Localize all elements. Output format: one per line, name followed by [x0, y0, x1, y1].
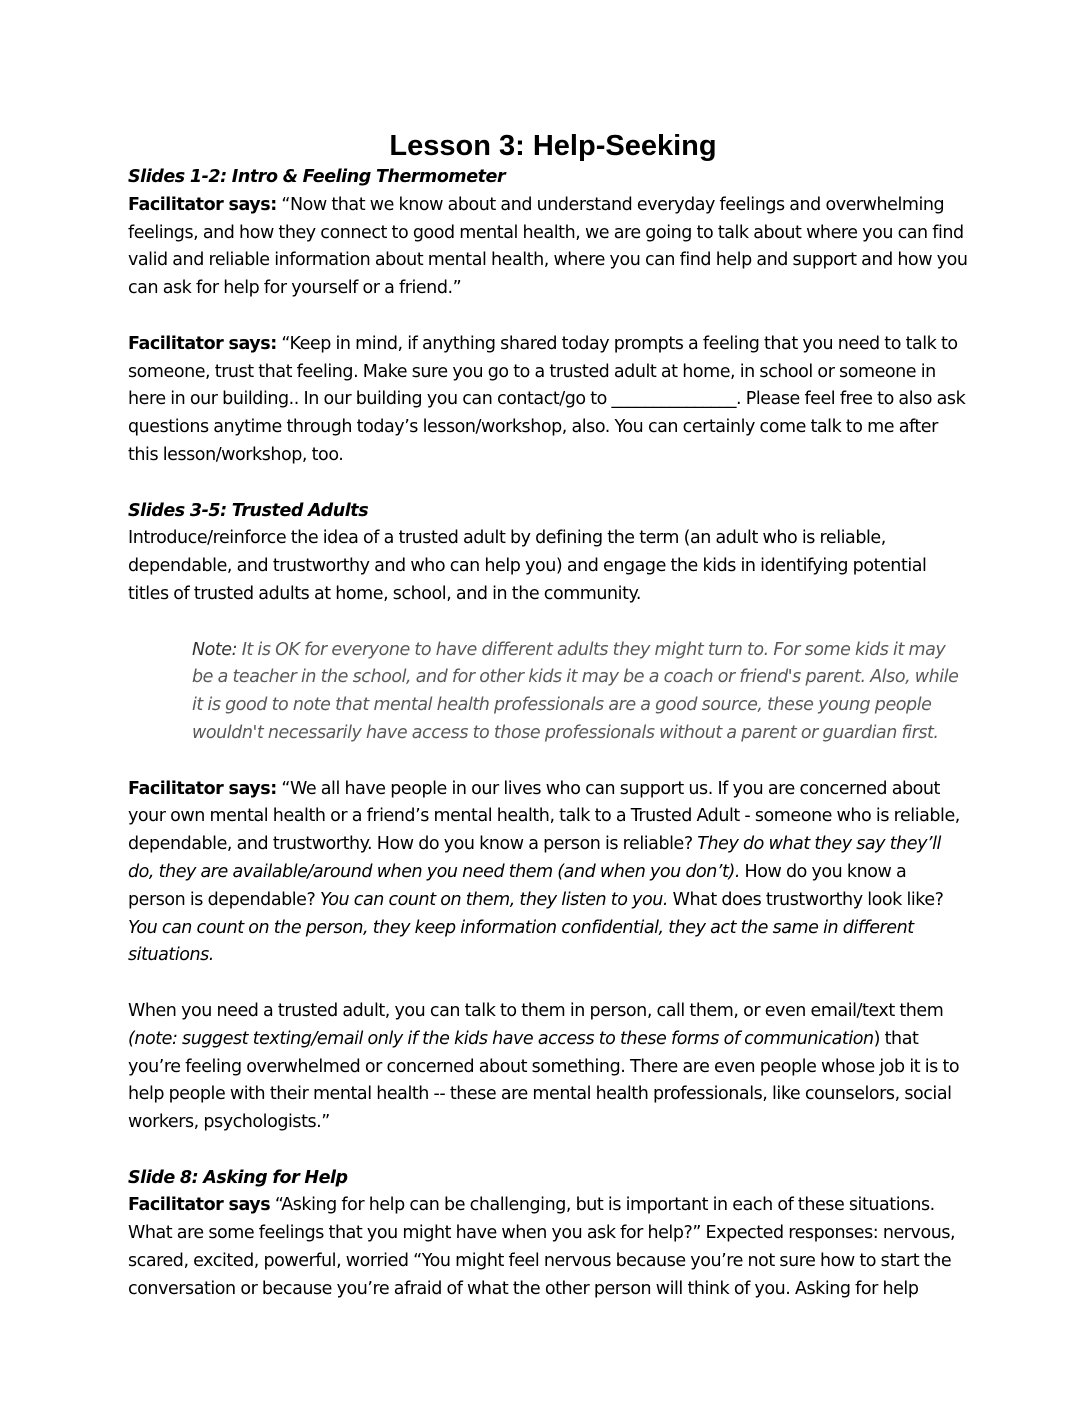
section-heading-trusted-adults: Slides 3-5: Trusted Adults — [128, 500, 369, 521]
note-label: Note: — [192, 639, 238, 660]
paragraph-text: “We all have people in our lives who can support us. If you are concerned about your own mental health or a friend’s mental health, talk to a Trusted Adult - someone who is reliable, dependable, and trustworthy. How do you know a person is reliable? — [128, 778, 960, 855]
page-title: Lesson 3: Help-Seeking — [389, 130, 717, 162]
paragraph-text: “Now that we know about and understand everyday feelings and overwhelming feelings, and how they connect to good mental health, we are going to talk about where you can find valid and reliable information about mental health, where you can find help and support and how you can ask for help for yourself or a friend.” — [128, 194, 968, 299]
paragraph-intro-trusted-adult: Introduce/reinforce the idea of a trusted adult by defining the term (an adult who is reliable, dependable, and trustworthy and who can help you) and engage the kids in identifying potential titles of trusted adults at home, school, and in the community. — [128, 528, 927, 604]
section-heading-asking-for-help: Slide 8: Asking for Help — [128, 1167, 348, 1188]
note-text: It is OK for everyone to have different adults they might turn to. For some kids it may be a teacher in the school, and for other kids it may be a coach or friend's parent. Also, while it is good to note that mental health professionals are a good source, these young people wouldn't necessarily have access to those professionals without a parent or guardian first. — [192, 639, 959, 743]
paragraph-facilitator-4 — [128, 1192, 968, 1303]
paragraph-facilitator-1 — [128, 192, 968, 303]
paragraph-text: “Keep in mind, if anything shared today prompts a feeling that you need to talk to someone, trust that feeling. Make sure you go to a trusted adult at home, in school or someone in here in our building.. In our building you can contact/go to _______________. Please feel free to also ask questions anytime through today’s lesson/workshop, also. You can certainly come talk to me after this lesson/workshop, too. — [128, 333, 966, 465]
paragraph-text: What does trustworthy look like? — [667, 889, 944, 910]
facilitator-note — [192, 637, 968, 748]
facilitator-label: Facilitator says: — [128, 333, 277, 354]
paragraph-facilitator-3 — [128, 776, 968, 971]
paragraph-facilitator-2 — [128, 331, 968, 470]
paragraph-text: How do you know a person is dependable? — [128, 861, 907, 910]
expected-answer: You can count on them, they listen to you. — [319, 889, 668, 910]
facilitator-label: Facilitator says: — [128, 194, 277, 215]
inline-note: (note: suggest texting/email only if the kids have access to these forms of communication — [128, 1028, 874, 1049]
paragraph-text: “Asking for help can be challenging, but is important in each of these situations. What are some feelings that you might have when you ask for help?” Expected responses: nervous, scared, excited, powerful, worried “You might feel nervous because you’re not sure how to start the conversation or because you’re afraid of what the other person will think of you. Asking for help — [128, 1195, 956, 1299]
expected-answer: They do what they say they’ll do, they are available/around when you need them (and when you don’t). — [128, 834, 941, 882]
paragraph-text: ) that you’re feeling overwhelmed or concerned about something. There are even people whose job it is to help people with their mental health -- these are mental health professionals, like counselors, social workers, psychologists.” — [128, 1028, 960, 1133]
facilitator-label: Facilitator says: — [128, 778, 277, 799]
paragraph-trusted-adult-contact — [128, 998, 968, 1137]
expected-answer: You can count on the person, they keep information confidential, they act the same in different situations. — [128, 917, 914, 966]
section-heading-intro: Slides 1-2: Intro & Feeling Thermometer — [128, 167, 506, 187]
facilitator-label: Facilitator says — [128, 1195, 271, 1216]
document-page — [128, 128, 968, 1304]
paragraph-text: When you need a trusted adult, you can talk to them in person, call them, or even email/text them — [128, 1000, 944, 1021]
